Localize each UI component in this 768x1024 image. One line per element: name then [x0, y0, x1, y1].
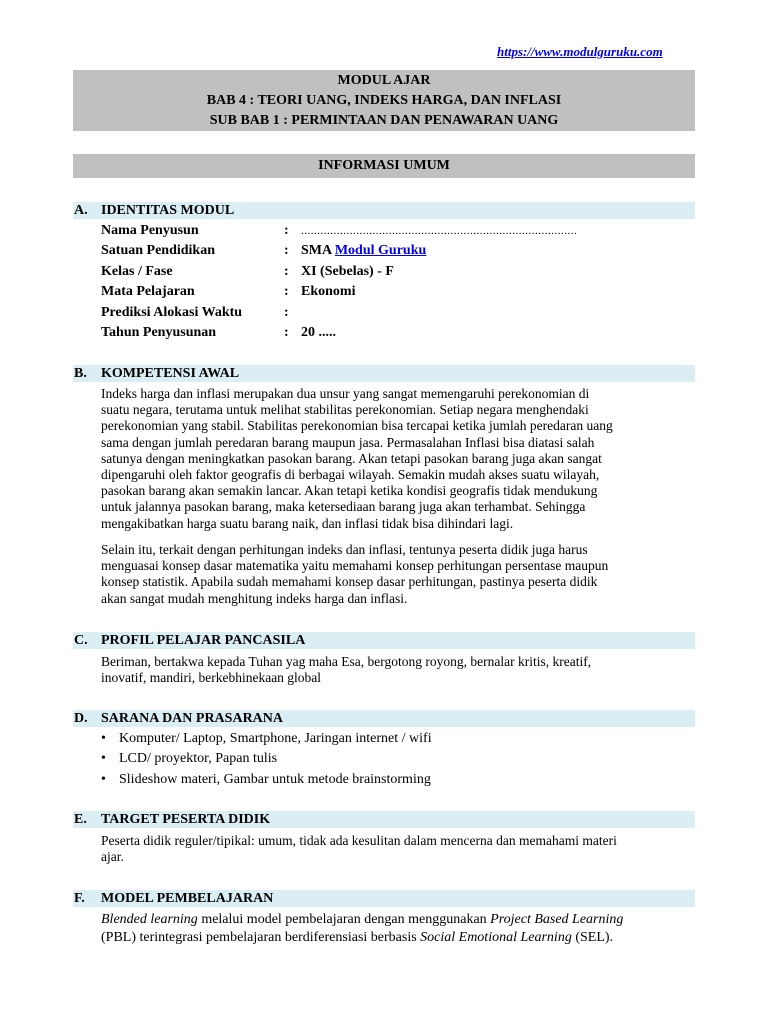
text-line: pasokan barang akan semakin lancar. Akan tetapi ketika kondisi geografis tidak mendukung — [101, 483, 598, 499]
italic-term: Blended learning — [101, 912, 198, 927]
identity-colon: : — [284, 243, 289, 258]
identity-label: Tahun Penyusunan — [101, 325, 217, 340]
identity-colon: : — [284, 223, 289, 238]
identity-value: XI (Sebelas) - F — [301, 264, 394, 279]
bullet-icon: • — [101, 731, 106, 746]
section-letter: C. — [74, 633, 88, 648]
section-a-header — [73, 202, 695, 219]
section-letter: D. — [74, 711, 88, 726]
text-line: mengakibatkan harga suatu barang naik, dan inflasi tidak bisa dihindari lagi. — [101, 515, 514, 531]
bullet-icon: • — [101, 772, 106, 787]
text-line: Peserta didik reguler/tipikal: umum, tidak ada kesulitan dalam mencerna dan memahami materi — [101, 833, 617, 848]
profil-paragraph — [101, 654, 695, 686]
section-f-header — [73, 890, 695, 907]
section-title: KOMPETENSI AWAL — [101, 366, 240, 381]
title-line-3: SUB BAB 1 : PERMINTAAN DAN PENAWARAN UANG — [209, 113, 559, 128]
text-line: ajar. — [101, 849, 124, 865]
modul-guruku-link[interactable]: Modul Guruku — [334, 243, 427, 258]
identity-row-satuan-pendidikan — [101, 241, 695, 261]
title-line-2: BAB 4 : TEORI UANG, INDEKS HARGA, DAN INFLASI — [206, 93, 562, 108]
text-line: satunya dengan meningkatkan pasokan barang. Akan tetapi pasokan barang juga akan sangat — [101, 450, 602, 466]
identity-label: Mata Pelajaran — [101, 284, 195, 299]
school-prefix: SMA — [301, 243, 335, 258]
list-item-text: Komputer/ Laptop, Smartphone, Jaringan internet / wifi — [119, 731, 432, 746]
identity-value: ..................................................................................... — [301, 225, 578, 237]
section-c-header — [73, 632, 695, 649]
identity-colon: : — [284, 284, 289, 299]
section-e-header — [73, 811, 695, 828]
section-letter: A. — [74, 203, 88, 218]
identity-row-alokasi-waktu — [101, 303, 695, 323]
identity-row-kelas — [101, 262, 695, 282]
section-title: IDENTITAS MODUL — [101, 203, 235, 218]
text-span: (SEL). — [571, 930, 614, 945]
informasi-umum-header: INFORMASI UMUM — [73, 154, 695, 178]
target-paragraph — [101, 833, 695, 865]
text-line: untuk jalannya pasokan barang, maka ketersediaan barang juga akan terhambat. Sehingga — [101, 499, 586, 515]
title-line-1: MODUL AJAR — [337, 73, 431, 88]
text-line — [101, 911, 695, 929]
identity-value: Ekonomi — [301, 284, 356, 299]
text-line: dipengaruhi oleh faktor geografis di berbagai wilayah. Semakin mudah akses suatu wilayah, — [101, 467, 600, 483]
identity-colon: : — [284, 264, 289, 279]
italic-term: Social Emotional Learning — [420, 930, 572, 945]
identity-row-mata-pelajaran — [101, 282, 695, 302]
section-letter: E. — [74, 812, 87, 827]
identity-row-tahun — [101, 323, 695, 343]
text-line — [101, 929, 695, 947]
text-line: akan sangat mudah menghitung indeks harga dan inflasi. — [101, 590, 408, 606]
list-item-text: Slideshow materi, Gambar untuk metode brainstorming — [119, 772, 431, 787]
text-line: konsep statistik. Apabila sudah memahami konsep dasar perhitungan, pastinya peserta didik — [101, 574, 598, 590]
italic-term: Project Based Learning — [490, 912, 624, 927]
text-line: menguasai konsep dasar matematika yaitu memahami konsep perhitungan persentase maupun — [101, 558, 609, 574]
identity-row-nama-penyusun — [101, 221, 695, 241]
kompetensi-paragraph-1 — [101, 386, 695, 532]
identity-label: Prediksi Alokasi Waktu — [101, 305, 243, 320]
identity-colon: : — [284, 305, 289, 320]
section-letter: B. — [74, 366, 87, 381]
title-box — [73, 70, 695, 131]
text-line: Beriman, bertakwa kepada Tuhan yag maha Esa, bergotong royong, bernalar kritis, kreatif, — [101, 654, 592, 669]
identity-value: 20 ..... — [301, 325, 336, 340]
text-line: perekonomian yang stabil. Stabilitas perekonomian bisa tercapai ketika jumlah peredaran uang — [101, 418, 613, 434]
text-span: melalui model pembelajaran dengan menggunakan — [197, 912, 491, 927]
bullet-icon: • — [101, 751, 106, 766]
identity-colon: : — [284, 325, 289, 340]
section-d-header — [73, 710, 695, 727]
identity-value — [301, 241, 426, 261]
text-line: Indeks harga dan inflasi merupakan dua unsur yang sangat memengaruhi perekonomian di — [101, 386, 590, 401]
identity-label: Satuan Pendidikan — [101, 243, 215, 258]
section-title: SARANA DAN PRASARANA — [101, 711, 284, 726]
section-title: PROFIL PELAJAR PANCASILA — [101, 633, 306, 648]
website-link[interactable]: https://www.modulguruku.com — [497, 44, 663, 59]
identity-label: Kelas / Fase — [101, 264, 173, 279]
text-line: inovatif, mandiri, berkebhinekaan global — [101, 670, 322, 686]
text-line: suatu negara, terutama untuk melihat stabilitas perekonomian. Setiap negara menghendaki — [101, 402, 589, 418]
text-span: (PBL) terintegrasi pembelajaran berdiferensiasi berbasis — [101, 930, 421, 945]
section-title: TARGET PESERTA DIDIK — [101, 812, 271, 827]
text-line: Selain itu, terkait dengan perhitungan indeks dan inflasi, tentunya peserta didik juga harus — [101, 542, 588, 557]
model-paragraph — [101, 911, 695, 947]
section-b-header — [73, 365, 695, 382]
text-line: sama dengan jumlah peredaran barang maupun jasa. Permasalahan Inflasi bisa diatasi salah — [101, 434, 595, 450]
identity-label: Nama Penyusun — [101, 223, 199, 238]
list-item-text: LCD/ proyektor, Papan tulis — [119, 751, 278, 766]
section-title: MODEL PEMBELAJARAN — [101, 891, 274, 906]
section-letter: F. — [74, 891, 85, 906]
kompetensi-paragraph-2 — [101, 542, 695, 607]
